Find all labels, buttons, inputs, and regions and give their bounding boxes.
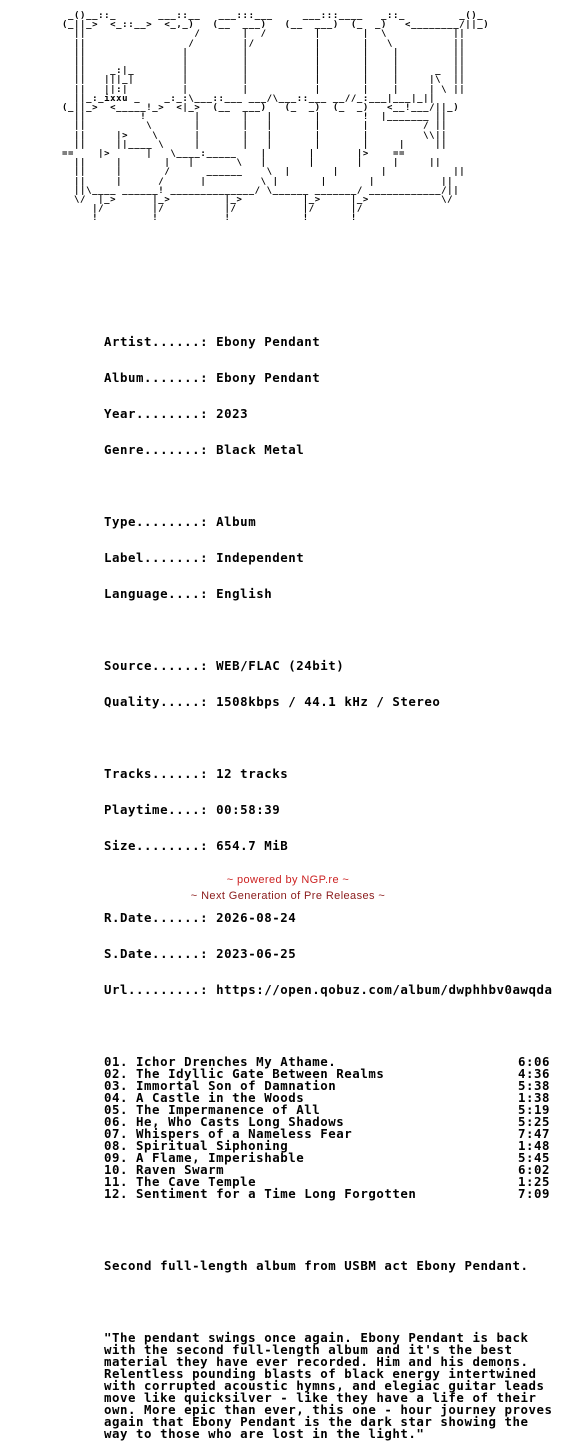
album-label: Album.......: — [104, 370, 209, 385]
track-duration: 1:48 — [517, 1138, 550, 1153]
language-value: English — [216, 586, 273, 601]
track-duration: 6:02 — [517, 1162, 550, 1177]
url-value: https://open.qobuz.com/album/dwphhbv0awqda — [216, 982, 553, 997]
info-label — [104, 552, 553, 564]
track-title: 11. The Cave Temple — [104, 1174, 257, 1189]
track-title: 07. Whispers of a Nameless Fear — [104, 1126, 353, 1141]
type-value: Album — [216, 514, 257, 529]
review-text — [104, 1332, 553, 1440]
review-line: again that Ebony Pendant is the dark star showing the — [104, 1414, 529, 1429]
track-duration: 7:09 — [517, 1186, 550, 1201]
track-title: 12. Sentiment for a Time Long Forgotten — [104, 1186, 417, 1201]
powered-by-text: ~ powered by NGP.re ~ — [226, 874, 350, 886]
artist-label: Artist......: — [104, 334, 209, 349]
spacer — [104, 1296, 553, 1308]
review-line: move like quicksilver - like they have a life of their — [104, 1390, 537, 1405]
footer — [0, 872, 576, 904]
info-language — [104, 588, 553, 600]
tracks-label: Tracks......: — [104, 766, 209, 781]
spacer — [104, 1224, 553, 1236]
tagline-text: ~ Next Generation of Pre Releases ~ — [190, 890, 386, 902]
track-title: 02. The Idyllic Gate Between Realms — [104, 1066, 385, 1081]
rdate-label: R.Date......: — [104, 910, 209, 925]
quality-value: 1508kbps / 44.1 kHz / Stereo — [216, 694, 441, 709]
spacer — [104, 1020, 553, 1032]
url-label: Url.........: — [104, 982, 209, 997]
track-title: 09. A Flame, Imperishable — [104, 1150, 305, 1165]
info-artist — [104, 336, 553, 348]
track-title: 04. A Castle in the Woods — [104, 1090, 305, 1105]
album-value: Ebony Pendant — [216, 370, 321, 385]
info-type — [104, 516, 553, 528]
source-label: Source......: — [104, 658, 209, 673]
tracks-value: 12 tracks — [216, 766, 289, 781]
review-line: "The pendant swings once again. Ebony Pendant is back — [104, 1330, 529, 1345]
info-genre — [104, 444, 553, 456]
source-value: WEB/FLAC (24bit) — [216, 658, 345, 673]
review-line: with corrupted acoustic hymns, and elegiac guitar leads — [104, 1378, 545, 1393]
track-duration: 1:38 — [517, 1090, 550, 1105]
info-sdate — [104, 948, 553, 960]
info-album — [104, 372, 553, 384]
spacer — [104, 480, 553, 492]
playtime-label: Playtime....: — [104, 802, 209, 817]
track-duration: 7:47 — [517, 1126, 550, 1141]
sdate-label: S.Date......: — [104, 946, 209, 961]
track-duration: 1:25 — [517, 1174, 550, 1189]
info-playtime — [104, 804, 553, 816]
tracklist — [104, 1056, 553, 1200]
review-line: way to those who are lost in the light." — [104, 1426, 425, 1441]
review-line: own. More epic than ever, this one - hour journey proves — [104, 1402, 553, 1417]
label-value: Independent — [216, 550, 305, 565]
track-row — [104, 1188, 550, 1200]
review-line: Relentless pounding blasts of black energy intertwined — [104, 1366, 537, 1381]
rdate-value: 2026-08-24 — [216, 910, 297, 925]
type-label: Type........: — [104, 514, 209, 529]
track-title: 06. He, Who Casts Long Shadows — [104, 1114, 345, 1129]
language-label: Language....: — [104, 586, 209, 601]
info-size — [104, 840, 553, 852]
genre-value: Black Metal — [216, 442, 305, 457]
year-value: 2023 — [216, 406, 249, 421]
info-source — [104, 660, 553, 672]
info-tracks — [104, 768, 553, 780]
track-duration: 5:45 — [517, 1150, 550, 1165]
review-line: material they have ever recorded. Him and his demons. — [104, 1354, 529, 1369]
artist-value: Ebony Pendant — [216, 334, 321, 349]
info-year — [104, 408, 553, 420]
info-rdate — [104, 912, 553, 924]
label-label: Label.......: — [104, 550, 209, 565]
info-url — [104, 984, 553, 996]
spacer — [104, 732, 553, 744]
summary-text: Second full-length album from USBM act Ebony Pendant. — [104, 1258, 529, 1273]
genre-label: Genre.......: — [104, 442, 209, 457]
ascii-art-logo: _()__::_ ___::__ ___:::___ ___:::____ _::_ _()_ (_||_> <_::__> <_,_) (__ ___) (__ ___) (_ _) <________/||_) || / | / | | \ || || / |/ | | \ || || | | | | | || || | | | | | || || _:|_ | | | | | _ || || |||_| | | | | | |\ || || ||:| | | | | | | \ || ||_:_ixxu _ _:_:\___::___ ___/\___::___ __//_:___|___|_|| (_||_> <_____!_> <|_> (__ ___) (_ _) (_ _) <__!___/||_) || ! | | | | ! |_______ || || \ | | | | | / || || |> \ | | | | | \\|| || ||____ \ | | | | | | || == |> | \____:_____ | | |> == || | | | \ | | | | || || | / ______ \ | | | || || | / | \ | | | || ||\____ ______! ______________/ \______ _______/ ____________/|| \/ |_> |_> |_> |_> |_> \/ |/ |/ |/ |/ |/ ! ! ! ! ! — [62, 11, 490, 224]
info-quality — [104, 696, 553, 708]
track-title: 01. Ichor Drenches My Athame. — [104, 1054, 337, 1069]
spacer — [104, 624, 553, 636]
sdate-value: 2023-06-25 — [216, 946, 297, 961]
track-duration: 4:36 — [517, 1066, 550, 1081]
track-title: 03. Immortal Son of Damnation — [104, 1078, 337, 1093]
playtime-value: 00:58:39 — [216, 802, 281, 817]
year-label: Year........: — [104, 406, 209, 421]
track-duration: 6:06 — [517, 1054, 550, 1069]
track-title: 05. The Impermanence of All — [104, 1102, 321, 1117]
track-title: 08. Spiritual Siphoning — [104, 1138, 289, 1153]
review-line: with the second full-length album and it's the best — [104, 1342, 513, 1357]
size-value: 654.7 MiB — [216, 838, 289, 853]
track-duration: 5:25 — [517, 1114, 550, 1129]
track-duration: 5:19 — [517, 1102, 550, 1117]
quality-label: Quality.....: — [104, 694, 209, 709]
size-label: Size........: — [104, 838, 209, 853]
track-duration: 5:38 — [517, 1078, 550, 1093]
track-title: 10. Raven Swarm — [104, 1162, 225, 1177]
